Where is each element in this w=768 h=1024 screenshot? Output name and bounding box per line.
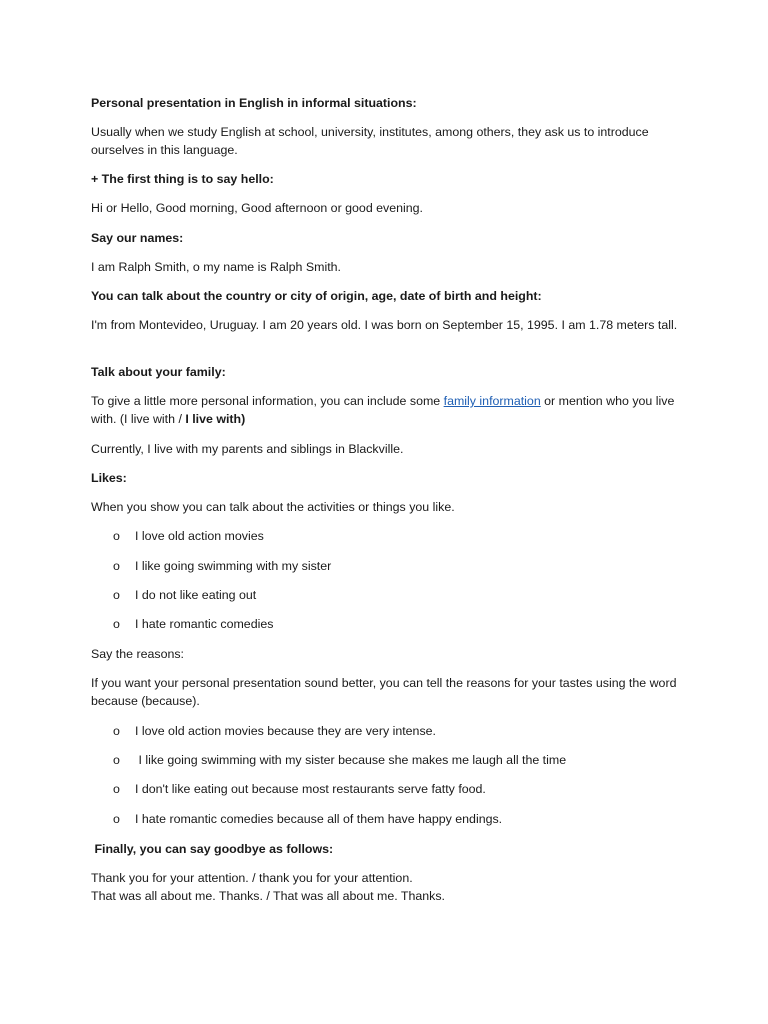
intro-paragraph: Usually when we study English at school, university, institutes, among others, they ask us to introduce ourselves in this language. <box>91 125 649 157</box>
goodbye-line-1: Thank you for your attention. / thank you for your attention. <box>91 871 413 885</box>
list-item-text: I love old action movies <box>135 529 264 543</box>
goodbye-heading: Finally, you can say goodbye as follows: <box>91 842 334 856</box>
family-text-before: To give a little more personal information, you can include some <box>91 394 444 408</box>
list-item <box>113 810 713 828</box>
list-item-text: I don't like eating out because most restaurants serve fatty food. <box>135 782 486 796</box>
family-paragraph <box>91 392 691 428</box>
family-text-bold: I live with) <box>185 412 246 426</box>
list-item-text: I like going swimming with my sister because she makes me laugh all the time <box>135 753 567 767</box>
list-item-text: I love old action movies because they are very intense. <box>135 724 436 738</box>
list-item-text: I hate romantic comedies <box>135 617 274 631</box>
bullet-marker: o <box>113 559 120 573</box>
family-heading: Talk about your family: <box>91 365 226 379</box>
family-information-link[interactable]: family information <box>443 394 541 408</box>
reasons-heading: Say the reasons: <box>91 647 184 661</box>
list-item <box>113 780 713 798</box>
bullet-marker: o <box>113 588 120 602</box>
bullet-marker: o <box>113 782 120 796</box>
list-item <box>113 751 713 769</box>
list-item <box>113 722 713 740</box>
names-text: I am Ralph Smith, o my name is Ralph Smith. <box>91 260 341 274</box>
goodbye-line-2: That was all about me. Thanks. / That was all about me. Thanks. <box>91 889 446 903</box>
bullet-marker: o <box>113 753 120 767</box>
list-item-text: I do not like eating out <box>135 588 257 602</box>
bullet-marker: o <box>113 617 120 631</box>
document-title: Personal presentation in English in informal situations: <box>91 96 417 110</box>
names-heading: Say our names: <box>91 231 184 245</box>
list-item <box>113 557 713 575</box>
list-item <box>113 527 713 545</box>
origin-text: I'm from Montevideo, Uruguay. I am 20 years old. I was born on September 15, 1995. I am 1.78 meters tall. <box>91 318 678 332</box>
family-current-text: Currently, I live with my parents and siblings in Blackville. <box>91 442 404 456</box>
first-heading: + The first thing is to say hello: <box>91 172 274 186</box>
bullet-marker: o <box>113 812 120 826</box>
reasons-paragraph: If you want your personal presentation sound better, you can tell the reasons for your tastes using the word because (because). <box>91 676 677 708</box>
origin-heading: You can talk about the country or city of origin, age, date of birth and height: <box>91 289 542 303</box>
likes-intro: When you show you can talk about the activities or things you like. <box>91 500 455 514</box>
list-item <box>113 615 713 633</box>
family-text-after: or mention who you live with. (I live with / <box>91 394 675 426</box>
list-item <box>113 586 713 604</box>
bullet-marker: o <box>113 724 120 738</box>
list-item-text: I like going swimming with my sister <box>135 559 332 573</box>
list-item-text: I hate romantic comedies because all of them have happy endings. <box>135 812 503 826</box>
bullet-marker: o <box>113 529 120 543</box>
likes-heading: Likes: <box>91 471 127 485</box>
greetings-text: Hi or Hello, Good morning, Good afternoon or good evening. <box>91 201 423 215</box>
